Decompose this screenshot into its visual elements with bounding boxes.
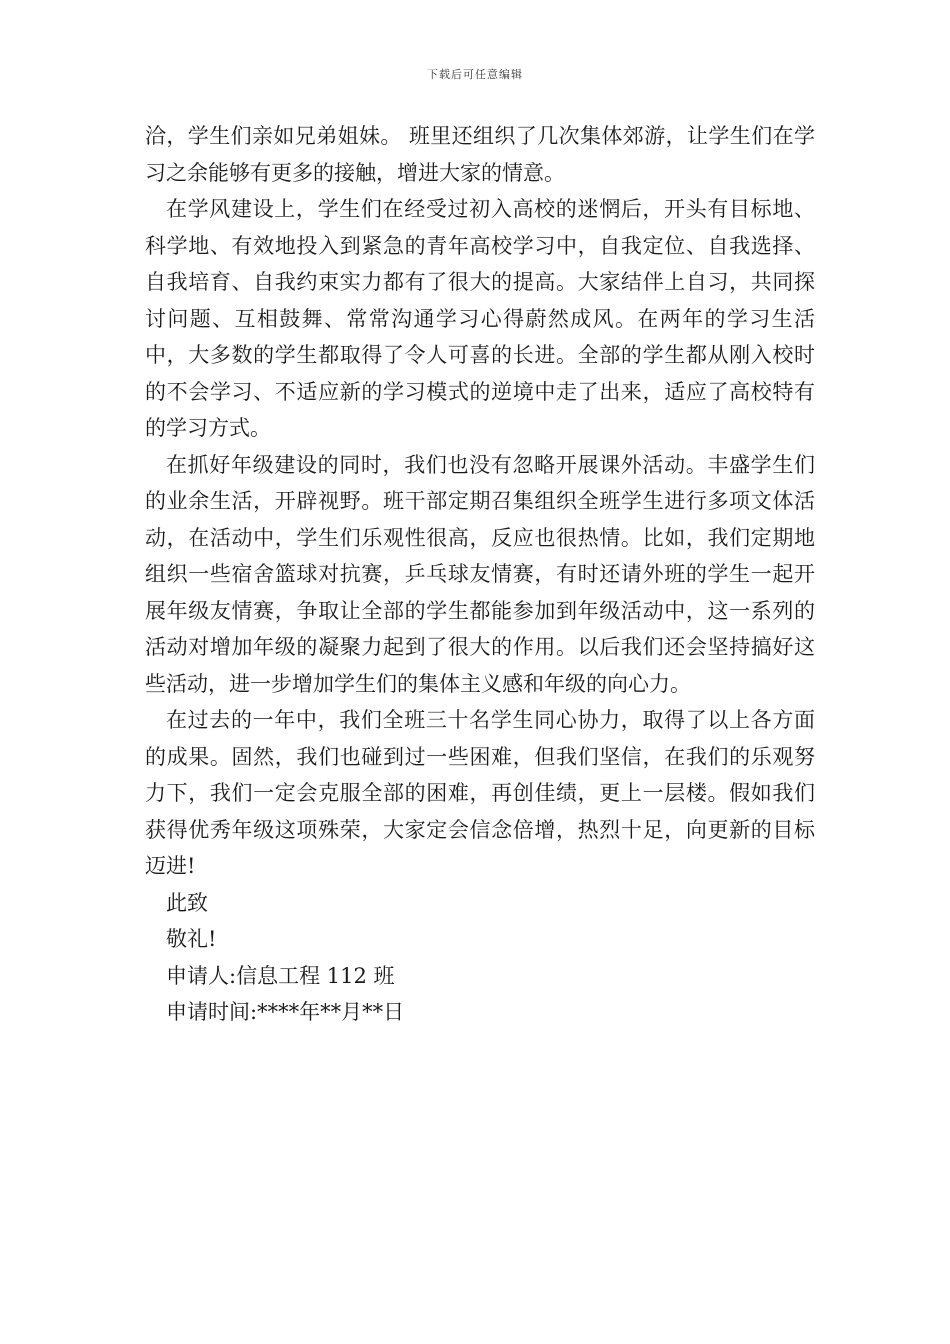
paragraph-continuation: 洽，学生们亲如兄弟姐妹。 班里还组织了几次集体郊游，让学生们在学习之余能够有更多的接触，增进大家的情意。	[145, 124, 815, 185]
document-body	[145, 118, 815, 1031]
paragraph-summary: 在过去的一年中，我们全班三十名学生同心协力，取得了以上各方面的成果。固然，我们也碰到过一些困难，但我们坚信，在我们的乐观努力下，我们一定会克服全部的困难，再创佳绩，更上一层楼。假如我们获得优秀年级这项殊荣，大家定会信念倍增，热烈十足，向更新的目标迈进!	[145, 708, 815, 878]
closing-salutation: 此致	[166, 890, 208, 915]
paragraph-study-style: 在学风建设上，学生们在经受过初入高校的迷惘后，开头有目标地、科学地、有效地投入到紧急的青年高校学习中，自我定位、自我选择、自我培育、自我约束实力都有了很大的提高。大家结伴上自习，共同探讨问题、互相鼓舞、常常沟通学习心得蔚然成风。在两年的学习生活中，大多数的学生都取得了令人可喜的长进。全部的学生都从刚入校时的不会学习、不适应新的学习模式的逆境中走了出来，适应了高校特有的学习方式。	[145, 197, 815, 440]
page-header: 下载后可任意编辑	[427, 68, 523, 81]
applicant-line: 申请人:信息工程 112 班	[166, 963, 395, 988]
paragraph-activities: 在抓好年级建设的同时，我们也没有忽略开展课外活动。丰盛学生们的业余生活，开辟视野。班干部定期召集组织全班学生进行多项文体活动，在活动中，学生们乐观性很高，反应也很热情。比如，我们定期地组织一些宿舍篮球对抗赛，乒乓球友情赛，有时还请外班的学生一起开展年级友情赛，争取让全部的学生都能参加到年级活动中，这一系列的活动对增加年级的凝聚力起到了很大的作用。以后我们还会坚持搞好这些活动，进一步增加学生们的集体主义感和年级的向心力。	[145, 452, 815, 696]
closing-regards: 敬礼!	[166, 927, 217, 951]
date-line: 申请时间:****年**月**日	[166, 1000, 405, 1024]
